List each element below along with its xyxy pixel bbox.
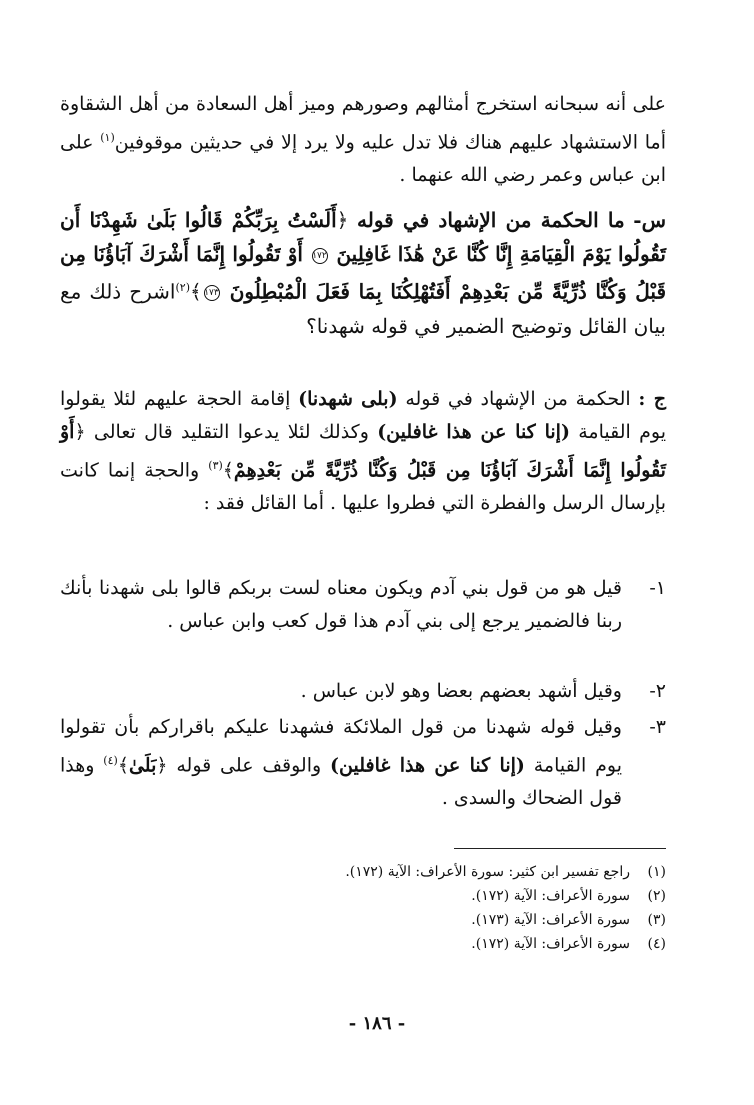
- intro-line-2: الشقاوة أما الاستشهاد عليهم هناك فلا تدل عليه ولا يرد إلا في: [60, 93, 666, 154]
- footnote-key: (٢): [647, 888, 666, 904]
- list-3-bold: (إنا كنا عن هذا غافلين): [330, 754, 525, 777]
- answer-bold-2: (إنا كنا عن هذا غافلين): [377, 421, 570, 443]
- question-label: س-: [633, 208, 667, 232]
- answer-paragraph: [60, 383, 666, 520]
- answer-part-3: وكذلك لئلا يدعوا التقليد قال تعالى: [93, 421, 369, 443]
- verse-open-bracket: ﴿: [156, 754, 168, 777]
- footnote-key: (١): [647, 864, 666, 880]
- footnote-row: [60, 932, 666, 956]
- intro-paragraph: [60, 88, 666, 192]
- list-item-2: [60, 675, 666, 714]
- footnote-text: سورة الأعراف: الآية (١٧٢).: [471, 888, 630, 904]
- verse-close-bracket: ﴾: [222, 459, 234, 482]
- question-lead: ما الحكمة من الإشهاد في قوله: [357, 208, 625, 232]
- verse-open-bracket: ﴿: [336, 208, 349, 232]
- answer-verse: أَوْ تَقُولُوا إِنَّمَا أَشْرَكَ آبَاؤُنَا مِن قَبْلُ وَكُنَّا ذُرِّيَّةً مِّن بَعْدِهِمْ: [60, 421, 666, 482]
- intro-line-3b: على ابن عباس وعمر رضي الله عنهما .: [60, 131, 666, 187]
- footnote-divider: [454, 848, 666, 849]
- footnote-ref-4: (٤): [103, 754, 118, 767]
- answer-label: ج :: [638, 388, 666, 410]
- list-text: وقيل أشهد بعضهم بعضا وهو لابن عباس .: [300, 680, 622, 702]
- footnote-ref-2: (٢): [175, 281, 190, 294]
- list-3-part-d: وهذا قول الضحاك والسدى .: [60, 754, 622, 810]
- list-3-part-a: وقيل قوله شهدنا من قول الملائكة فشهدنا عليكم باقراركم بأن تقولوا يوم القيامة: [60, 716, 623, 777]
- footnote-text: سورة الأعراف: الآية (١٧٢).: [471, 936, 630, 952]
- list-item-3: [60, 711, 666, 821]
- question-verse-b: أَوْ تَقُولُوا إِنَّمَا أَشْرَكَ آبَاؤُنَا مِن قَبْلُ وَكُنَّا ذُرِّيَّةً مِّن بَعْدِهِمْ أَفَتُهْلِكُنَا بِمَا فَعَلَ الْمُبْطِلُونَ: [60, 242, 667, 304]
- answer-bold-1: (بلى شهدنا): [298, 388, 398, 410]
- list-number: ١-: [649, 577, 666, 599]
- verse-close-bracket: ﴾: [117, 754, 129, 777]
- footnote-key: (٣): [647, 912, 666, 928]
- intro-line-3a: حديثين موقوفين: [114, 131, 243, 154]
- footnote-ref-3: (٣): [208, 459, 223, 472]
- question-paragraph: [60, 203, 666, 343]
- question-tail: اشرح ذلك مع بيان القائل وتوضيح الضمير في قوله شهدنا؟: [60, 279, 666, 338]
- list-text: قيل هو من قول بني آدم ويكون معناه لست بربكم قالوا بلى شهدنا بأنك ربنا فالضمير يرجع إلى بني آدم هذا قول كعب وابن عباس .: [60, 577, 622, 632]
- list-text: [60, 711, 622, 815]
- question-verse-a: أَلَسْتُ بِرَبِّكُمْ قَالُوا بَلَىٰ شَهِدْنَا أَن تَقُولُوا يَوْمَ الْقِيَامَةِ إِنَّا كُنَّا عَنْ هَٰذَا غَافِلِينَ: [60, 208, 666, 266]
- footnote-row: [60, 908, 666, 932]
- footnote-key: (٤): [647, 936, 666, 952]
- footnote-row: [60, 860, 666, 884]
- footnote-text: سورة الأعراف: الآية (١٧٣).: [471, 912, 630, 928]
- list-3-verse: بَلَىٰ: [128, 754, 157, 777]
- list-3-part-c: والوقف على قوله: [176, 754, 322, 777]
- answer-part-2: إقامة الحجة عليهم لئلا يقولوا يوم القيامة: [60, 388, 666, 443]
- verse-open-bracket: ﴿: [74, 421, 86, 443]
- footnote-row: [60, 884, 666, 908]
- footnote-ref-1: (١): [100, 131, 115, 144]
- answer-part-1: الحكمة من الإشهاد في قوله: [405, 388, 631, 410]
- list-number: ٣-: [649, 716, 666, 738]
- ayah-number-173: ١٧٣: [204, 285, 220, 301]
- intro-line-1: على أنه سبحانه استخرج أمثالهم وصورهم وميز أهل السعادة من أهل: [128, 93, 666, 115]
- answer-part-4: والحجة إنما كانت بإرسال الرسل والفطرة التي فطروا عليها . أما القائل فقد :: [60, 459, 666, 515]
- list-number: ٢-: [649, 680, 666, 702]
- verse-close-bracket: ﴾: [190, 279, 202, 304]
- footnotes: [60, 860, 666, 956]
- footnote-text: راجع تفسير ابن كثير: سورة الأعراف: الآية (١٧٢).: [345, 864, 630, 880]
- list-item-1: [60, 572, 666, 644]
- ayah-number-172: ١٧٢: [312, 248, 328, 264]
- page-number: - ١٨٦ -: [348, 1013, 406, 1034]
